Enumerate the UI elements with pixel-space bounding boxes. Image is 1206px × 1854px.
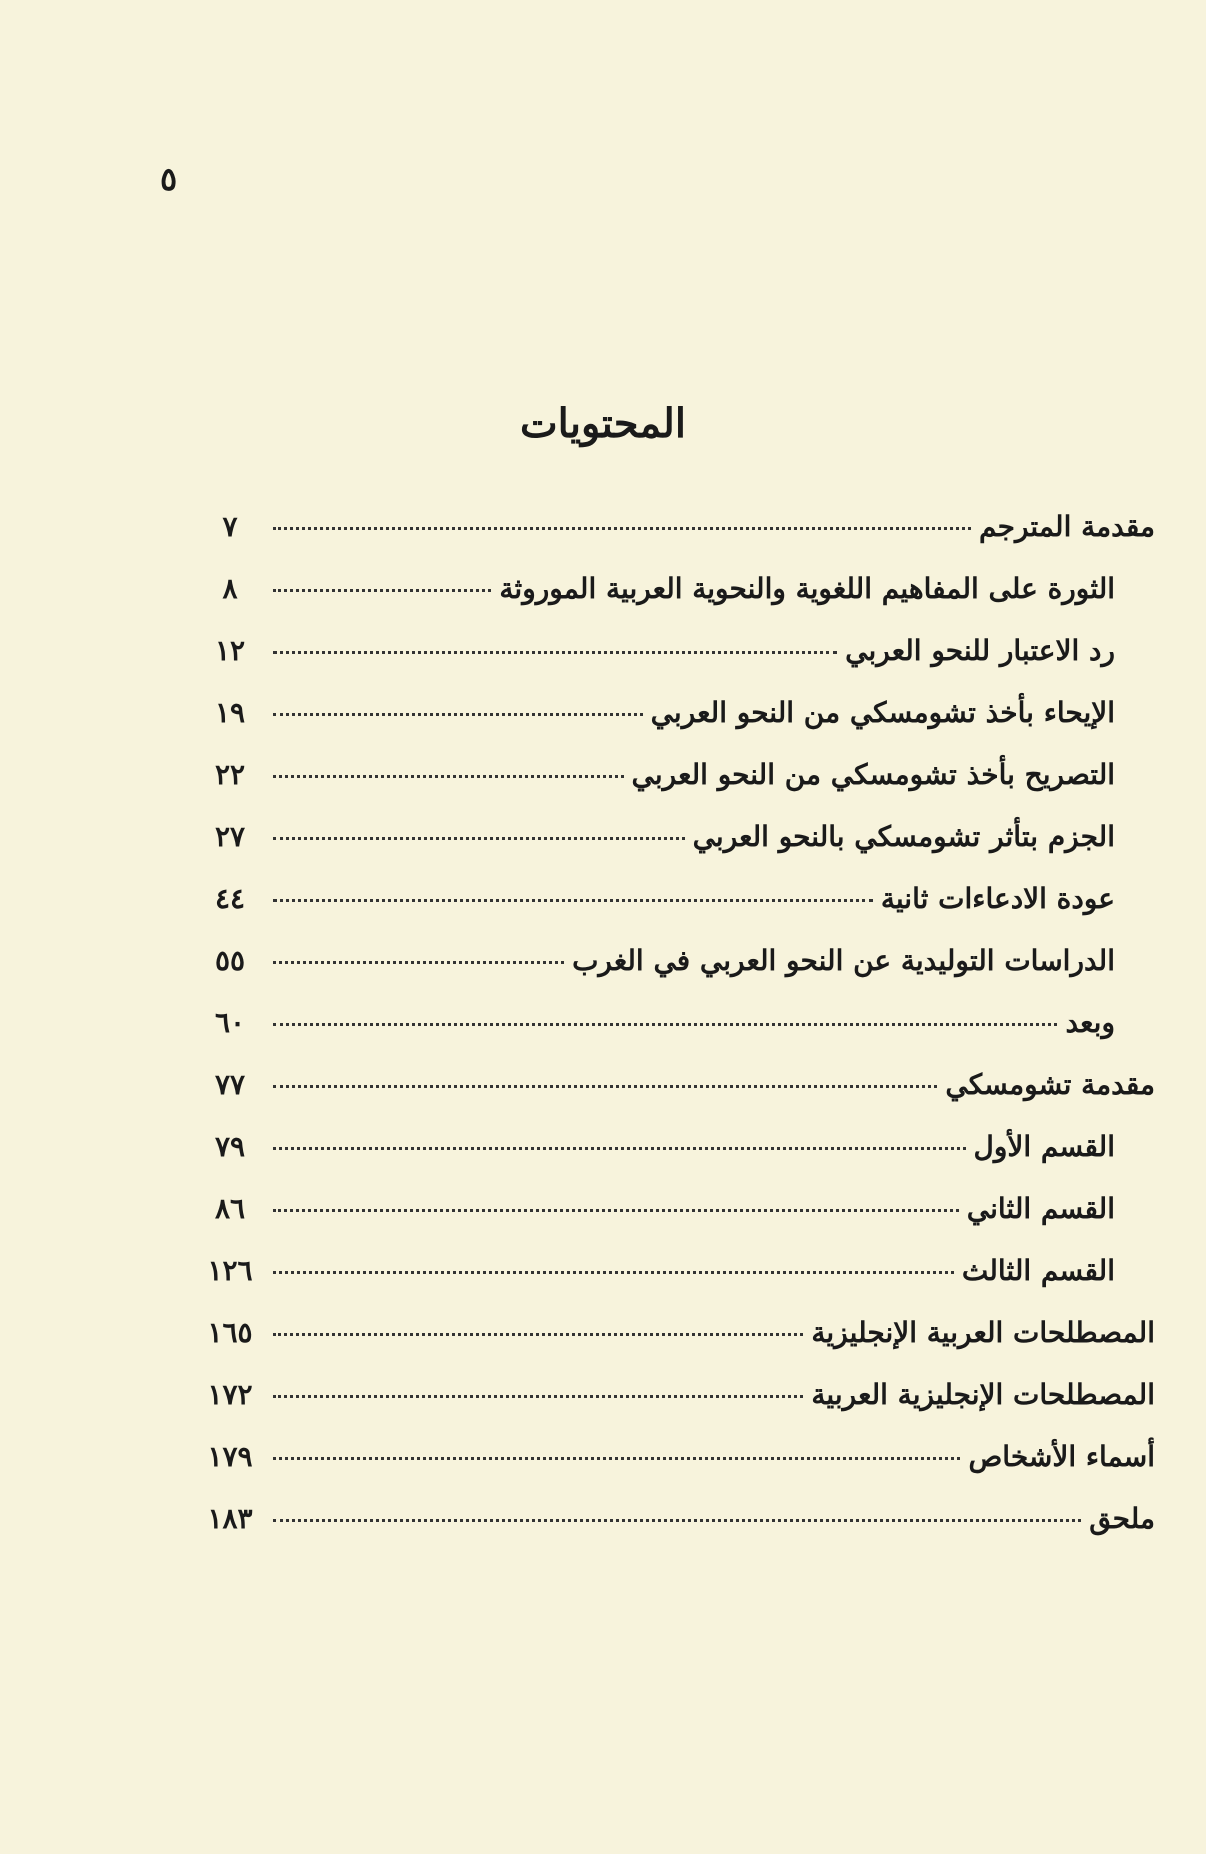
- toc-entry-page: ١٢: [214, 634, 246, 667]
- dot-leader: [273, 775, 624, 778]
- toc-entry: [195, 1130, 1155, 1192]
- toc-entry: [195, 1192, 1155, 1254]
- toc-entry-title: الجزم بتأثر تشومسكي بالنحو العربي: [692, 820, 1115, 853]
- toc-entry: [195, 1006, 1155, 1068]
- toc-entry-page: ١٢٦: [207, 1254, 253, 1287]
- toc-entry-title: رد الاعتبار للنحو العربي: [845, 634, 1115, 667]
- toc-entry: [195, 944, 1155, 1006]
- page-title: المحتويات: [520, 400, 686, 447]
- toc-entry-title: الدراسات التوليدية عن النحو العربي في الغرب: [572, 944, 1115, 977]
- toc-entry-page: ١٧٩: [207, 1440, 253, 1473]
- toc-entry-page: ٦٠: [214, 1006, 246, 1039]
- toc-entry-title: أسماء الأشخاص: [968, 1440, 1155, 1473]
- dot-leader: [273, 1457, 960, 1460]
- toc-entry: [195, 696, 1155, 758]
- toc-entry-page: ٨٦: [214, 1192, 246, 1225]
- toc-entry-title: المصطلحات الإنجليزية العربية: [811, 1378, 1155, 1411]
- toc-entry: [195, 1440, 1155, 1502]
- dot-leader: [273, 899, 873, 902]
- toc-entry-page: ٥٥: [214, 944, 246, 977]
- toc-entry-page: ٧٧: [214, 1068, 246, 1101]
- toc-entry: [195, 758, 1155, 820]
- toc-entry-title: التصريح بأخذ تشومسكي من النحو العربي: [631, 758, 1115, 791]
- toc-entry-title: القسم الأول: [973, 1130, 1115, 1163]
- toc-entry: [195, 634, 1155, 696]
- toc-entry-page: ٢٧: [214, 820, 246, 853]
- dot-leader: [273, 837, 685, 840]
- toc-entry-page: ١٨٣: [207, 1502, 253, 1535]
- dot-leader: [273, 1209, 959, 1212]
- toc-entry-page: ٢٢: [214, 758, 246, 791]
- toc-entry-title: وبعد: [1065, 1006, 1115, 1039]
- toc-entry-title: ملحق: [1089, 1502, 1155, 1535]
- toc-entry: [195, 882, 1155, 944]
- toc-entry-title: الإيحاء بأخذ تشومسكي من النحو العربي: [650, 696, 1115, 729]
- toc-entry-page: ١٧٢: [207, 1378, 253, 1411]
- dot-leader: [273, 713, 643, 716]
- toc-entry-page: ١٩: [214, 696, 246, 729]
- dot-leader: [273, 1147, 966, 1150]
- toc-entry: [195, 820, 1155, 882]
- toc-entry: [195, 1316, 1155, 1378]
- toc-entry-page: ١٦٥: [207, 1316, 253, 1349]
- dot-leader: [273, 1271, 954, 1274]
- toc-entry-title: الثورة على المفاهيم اللغوية والنحوية العربية الموروثة: [499, 572, 1115, 605]
- toc-entry-page: ٤٤: [214, 882, 246, 915]
- toc-entry: [195, 1502, 1155, 1564]
- dot-leader: [273, 1085, 937, 1088]
- dot-leader: [273, 1333, 803, 1336]
- toc-entry-title: مقدمة المترجم: [979, 510, 1155, 543]
- toc-entry: [195, 1068, 1155, 1130]
- dot-leader: [273, 1023, 1057, 1026]
- dot-leader: [273, 527, 971, 530]
- toc-entry: [195, 1378, 1155, 1440]
- toc-entry-page: ٧٩: [214, 1130, 246, 1163]
- dot-leader: [273, 651, 837, 654]
- toc-entry-page: ٨: [222, 572, 238, 605]
- toc-entry-title: القسم الثاني: [966, 1192, 1115, 1225]
- toc-entry-title: المصطلحات العربية الإنجليزية: [811, 1316, 1155, 1349]
- dot-leader: [273, 961, 564, 964]
- dot-leader: [273, 1519, 1081, 1522]
- dot-leader: [273, 589, 491, 592]
- toc-entry: [195, 1254, 1155, 1316]
- page-number: ٥: [160, 160, 178, 198]
- toc-entry-title: مقدمة تشومسكي: [945, 1068, 1155, 1101]
- toc-entry-title: عودة الادعاءات ثانية: [880, 882, 1115, 915]
- dot-leader: [273, 1395, 803, 1398]
- toc-entry-title: القسم الثالث: [961, 1254, 1115, 1287]
- toc-entry-page: ٧: [222, 510, 238, 543]
- toc-entry: [195, 510, 1155, 572]
- toc-entry: [195, 572, 1155, 634]
- table-of-contents: [195, 510, 1155, 1564]
